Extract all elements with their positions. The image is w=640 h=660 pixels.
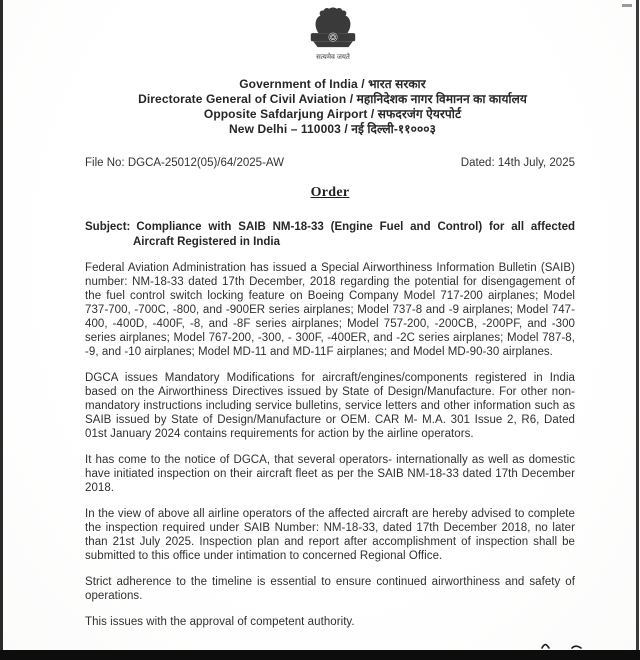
body-paragraph: This issues with the approval of competent authority. xyxy=(85,616,355,628)
letterhead-line-city: New Delhi – 110003 / नई दिल्ली-११०००३ xyxy=(229,122,436,136)
letter-date: Dated: 14th July, 2025 xyxy=(460,157,575,169)
letterhead xyxy=(0,4,640,137)
body-paragraph: DGCA issues Mandatory Modifications for aircraft/engines/components registered in India based on the Airworthiness Directives issued by State of Design/Manufacture. For other non-mandatory instructions including service bulletins, service letters and other information such as SAIB issued by State of Design/Manufacture or OEM. CAR M- M.A. 301 Issue 2, R6, Dated 01st January 2024 contains requirements for action by the airline operators. xyxy=(85,372,575,440)
subject-line xyxy=(85,220,575,249)
letterhead-line-address: Opposite Safdarjung Airport / सफदरजंग ऐयरपोर्ट xyxy=(203,107,462,121)
file-number: File No: DGCA-25012(05)/64/2025-AW xyxy=(85,157,284,169)
subject-text: Compliance with SAIB NM-18-33 (Engine Fuel and Control) for all affected Aircraft Registered in India xyxy=(133,221,575,248)
body-paragraph: Strict adherence to the timeline is essential to ensure continued airworthiness and safety of operations. xyxy=(85,576,575,602)
signature-mark xyxy=(538,636,588,650)
body-paragraph: In the view of above all airline operators of the affected aircraft are hereby advised to complete the inspection required under SAIB Number: NM-18-33, dated 17th December 2018, no later than 21st July 2025. Inspection plan and report after accomplishment of inspection shall be submitted to this office under intimation to concerned Regional Office. xyxy=(85,508,575,562)
letterhead-line-directorate: Directorate General of Civil Aviation / महानिदेशक नागर विमानन का कार्यालय xyxy=(138,92,527,106)
body-paragraph: It has come to the notice of DGCA, that several operators- internationally as well as domestic have initiated inspection on their aircraft fleet as per the SAIB NM-18-33 dated 17th December 2018. xyxy=(85,454,575,494)
body-paragraph: Federal Aviation Administration has issued a Special Airworthiness Information Bulletin (SAIB) number: NM-18-33 dated 17th December, 2018 regarding the potential for disengagement of the fuel control switch locking feature on Boeing Company Model 717-200 airplanes; Model 737-700, -700C, -800, and -900ER series airplanes; Model 737-8 and -9 airplanes; Model 747-400, -400D, -400F, -8, and -8F series airplanes; Model 757-200, -200CB, -200PF, and -300 series airplanes; Model 767-200, -300, - 300F, -400ER, and -2C series airplanes; Model 787-8, -9, and -10 airplanes; Model MD-11 and MD-11F airplanes; and Model MD-90-30 airplanes. xyxy=(85,262,575,358)
emblem-motto: सत्यमेव जयते xyxy=(315,54,350,62)
subject-label: Subject: xyxy=(85,221,131,233)
scan-bottom-bar xyxy=(0,650,640,660)
order-title: Order xyxy=(310,185,350,200)
letter-body xyxy=(85,156,575,629)
letterhead-line-government: Government of India / भारत सरकार xyxy=(239,77,426,91)
file-meta-row xyxy=(85,156,575,170)
ashoka-emblem-icon xyxy=(304,4,362,71)
